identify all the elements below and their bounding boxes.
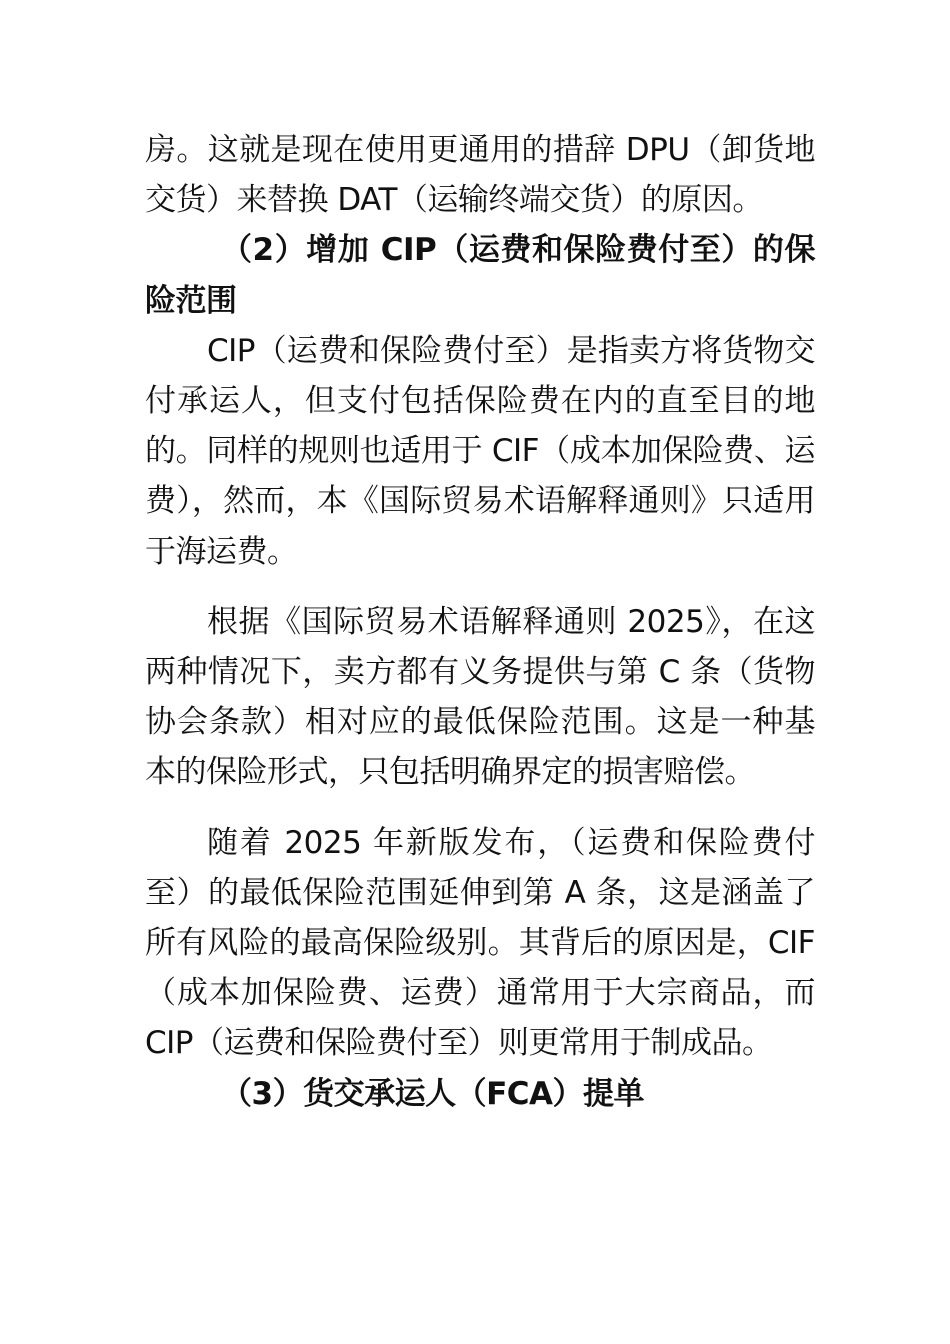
section-heading-fca-bill-of-lading: （3）货交承运人（FCA）提单 (221, 1075, 644, 1112)
paragraph-incoterms-2025-clause-c: 根据《国际贸易术语解释通则 2025》，在这两种情况下，卖方都有义务提供与第 C 条（货物协会条款）相对应的最低保险范围。这是一种基本的保险形式，只包括明确界定的损害赔偿。 (145, 603, 815, 791)
paragraph-cip-definition: CIP（运费和保险费付至）是指卖方将货物交付承运人，但支付包括保险费在内的直至目的地的。同样的规则也适用于 CIF（成本加保险费、运费），然而，本《国际贸易术语解释通则》只适用于海运费。 (145, 332, 815, 570)
paragraph-dpu-dat: 房。这就是现在使用更通用的措辞 DPU（卸货地交货）来替换 DAT（运输终端交货）的原因。 (145, 132, 815, 219)
paragraph-clause-a-extension: 随着 2025 年新版发布，（运费和保险费付至）的最低保险范围延伸到第 A 条，这是涵盖了所有风险的最高保险级别。其背后的原因是，CIF（成本加保险费、运费）通常用于大宗商品，而 CIP（运费和保险费付至）则更常用于制成品。 (145, 824, 815, 1062)
document-body (145, 125, 815, 1119)
section-heading-cip-insurance: （2）增加 CIP（运费和保险费付至）的保险范围 (145, 232, 815, 319)
